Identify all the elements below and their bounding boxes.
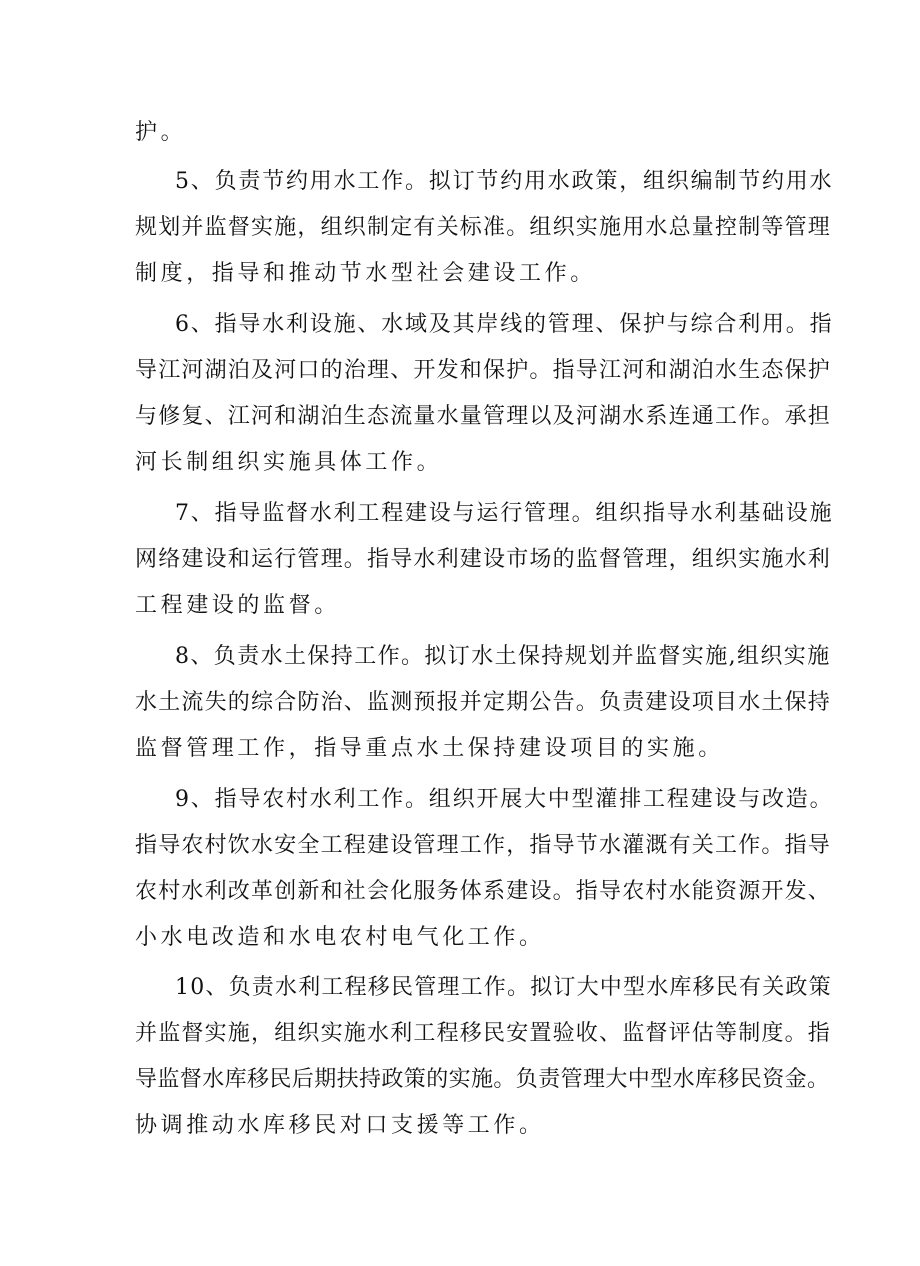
paragraph-10-line: 并监督实施，组织实施水利工程移民安置验收、监督评估等制度。指 [135, 1021, 832, 1046]
paragraph-8-line: 水土流失的综合防治、监测预报并定期公告。负责建设项目水土保持 [135, 690, 832, 715]
paragraph-9-line: 指导农村饮水安全工程建设管理工作，指导节水灌溉有关工作。指导 [135, 833, 832, 858]
paragraph-7-line: 网络建设和运行管理。指导水利建设市场的监督管理，组织实施水利 [135, 547, 832, 572]
paragraph-8-line: 8、负责水土保持工作。拟订水土保持规划并监督实施,组织实施 [175, 644, 831, 669]
paragraph-7-line: 7、指导监督水利工程建设与运行管理。组织指导水利基础设施 [175, 501, 834, 526]
paragraph-8-line: 监督管理工作，指导重点水土保持建设项目的实施。 [135, 736, 724, 761]
text-line: 护。 [135, 120, 187, 145]
paragraph-9-line: 9、指导农村水利工作。组织开展大中型灌排工程建设与改造。 [175, 787, 834, 812]
paragraph-7-line: 工程建设的监督。 [135, 593, 340, 618]
paragraph-10-line: 协调推动水库移民对口支援等工作。 [135, 1113, 545, 1138]
paragraph-5-line: 制度，指导和推动节水型社会建设工作。 [135, 261, 596, 286]
paragraph-5-line: 规划并监督实施，组织制定有关标准。组织实施用水总量控制等管理 [135, 215, 832, 240]
paragraph-6-line: 导江河湖泊及河口的治理、开发和保护。指导江河和湖泊水生态保护 [135, 358, 832, 383]
paragraph-9-line: 农村水利改革创新和社会化服务体系建设。指导农村水能资源开发、 [135, 879, 832, 904]
paragraph-9-line: 小水电改造和水电农村电气化工作。 [135, 925, 545, 950]
paragraph-10-line: 10、负责水利工程移民管理工作。拟订大中型水库移民有关政策 [175, 975, 832, 1000]
paragraph-6-line: 6、指导水利设施、水域及其岸线的管理、保护与综合利用。指 [175, 312, 834, 337]
paragraph-10-line: 导监督水库移民后期扶持政策的实施。负责管理大中型水库移民资金。 [135, 1067, 830, 1092]
paragraph-5-line: 5、负责节约用水工作。拟订节约用水政策，组织编制节约用水 [175, 169, 834, 194]
paragraph-6-line: 河长制组织实施具体工作。 [135, 450, 443, 475]
paragraph-6-line: 与修复、江河和湖泊生态流量水量管理以及河湖水系连通工作。承担 [135, 404, 832, 429]
